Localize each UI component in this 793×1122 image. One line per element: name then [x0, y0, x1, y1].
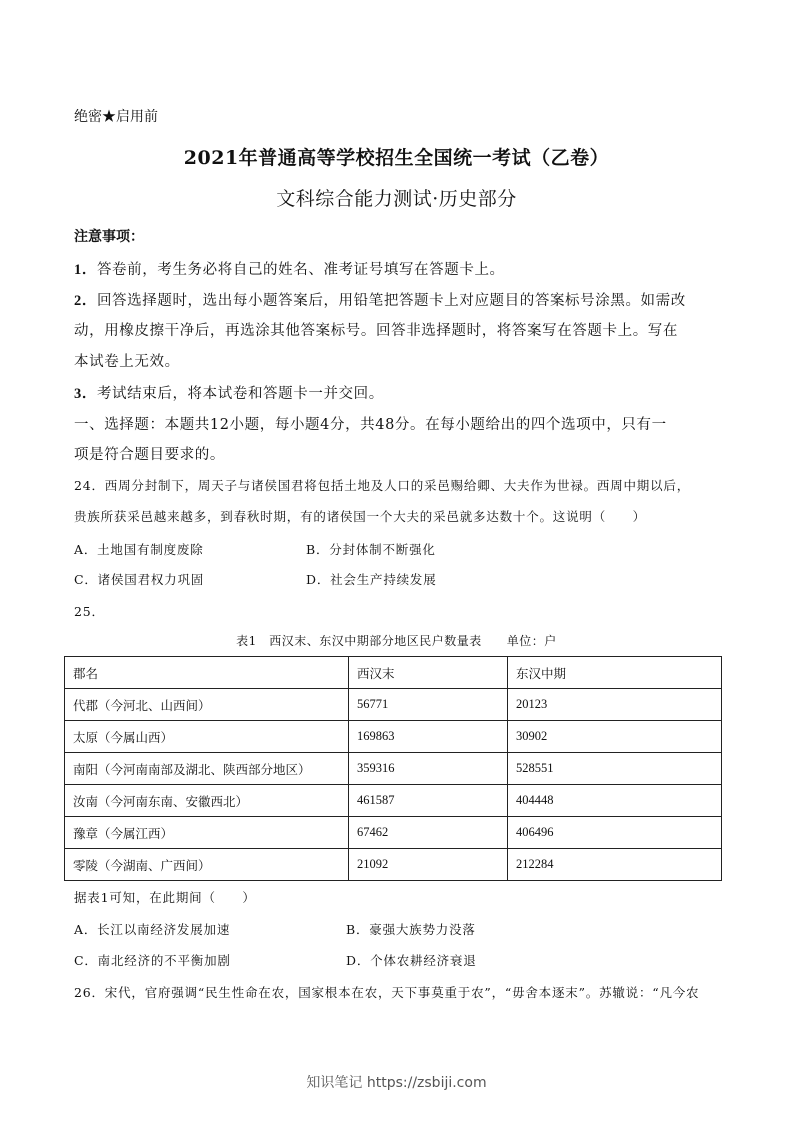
table-cell: 212284 [508, 849, 722, 881]
table-cell: 太原（今属山西） [65, 721, 349, 753]
q25-stem: 据表1可知，在此期间（ ） [74, 890, 256, 905]
q25-option-d: D．个体农耕经济衰退 [346, 953, 477, 968]
q24-option-c: C．诸侯国君权力巩固 [74, 572, 205, 587]
q24-stem-line-1: 24．西周分封制下，周天子与诸侯国君将包括土地及人口的采邑赐给卿、大夫作为世禄。西周中期以后， [74, 478, 691, 493]
header-cell: 郡名 [65, 657, 349, 689]
notice-item-2-line-3: 本试卷上无效。 [74, 354, 180, 370]
table-cell: 南阳（今河南南部及湖北、陕西部分地区） [65, 753, 349, 785]
table-row [65, 785, 722, 817]
table-cell: 豫章（今属江西） [65, 817, 349, 849]
q25-option-b: B．豪强大族势力没落 [346, 922, 476, 937]
table-cell: 汝南（今河南东南、安徽西北） [65, 785, 349, 817]
table-row [65, 817, 722, 849]
household-table [64, 656, 722, 881]
table-cell: 169863 [349, 721, 508, 753]
q25-number: 25． [74, 604, 105, 619]
table-cell: 406496 [508, 817, 722, 849]
table-cell: 零陵（今湖南、广西间） [65, 849, 349, 881]
q26-stem-line-1: 26．宋代，官府强调“民生性命在农，国家根本在农，天下事莫重于农”，“毋舍本逐末”。苏辙说：“凡今农 [74, 985, 700, 1000]
section-instruction-line-1: 一、选择题：本题共12小题，每小题4分，共48分。在每小题给出的四个选项中，只有一 [74, 417, 667, 433]
notice-item-1: 1．答卷前，考生务必将自己的姓名、准考证号填写在答题卡上。 [74, 262, 505, 278]
header-cell: 西汉末 [349, 657, 508, 689]
table-cell: 20123 [508, 689, 722, 721]
footer-watermark: 知识笔记 https://zsbiji.com [306, 1075, 487, 1091]
secret-mark: 绝密★启用前 [74, 109, 158, 125]
q24-option-a: A．土地国有制度废除 [74, 542, 204, 557]
notice-item-2-line-2: 动，用橡皮擦干净后，再选涂其他答案标号。回答非选择题时，将答案写在答题卡上。写在 [74, 323, 678, 339]
q24-stem-line-2: 贵族所获采邑越来越多，到春秋时期，有的诸侯国一个大夫的采邑就多达数十个。这说明（ ） [74, 509, 646, 524]
exam-title: 2021年普通高等学校招生全国统一考试（乙卷） [183, 147, 610, 169]
table-cell: 359316 [349, 753, 508, 785]
notice-heading: 注意事项： [74, 229, 144, 245]
table-header-row [65, 657, 722, 689]
notice-item-3: 3．考试结束后，将本试卷和答题卡一并交回。 [74, 386, 384, 402]
q24-option-b: B．分封体制不断强化 [306, 542, 436, 557]
notice-item-2-line-1: 2．回答选择题时，选出每小题答案后，用铅笔把答题卡上对应题目的答案标号涂黑。如需改 [74, 293, 686, 309]
section-instruction-line-2: 项是符合题目要求的。 [74, 447, 225, 463]
table-cell: 528551 [508, 753, 722, 785]
table-cell: 30902 [508, 721, 722, 753]
table-row [65, 753, 722, 785]
table-cell: 56771 [349, 689, 508, 721]
q25-option-a: A．长江以南经济发展加速 [74, 922, 231, 937]
table-cell: 461587 [349, 785, 508, 817]
table-caption: 表1 西汉末、东汉中期部分地区民户数量表 单位：户 [236, 634, 557, 648]
header-cell: 东汉中期 [508, 657, 722, 689]
exam-subtitle: 文科综合能力测试·历史部分 [276, 188, 517, 210]
q24-option-d: D．社会生产持续发展 [306, 572, 437, 587]
table-cell: 代郡（今河北、山西间） [65, 689, 349, 721]
table-cell: 67462 [349, 817, 508, 849]
table-row [65, 689, 722, 721]
q25-option-c: C．南北经济的不平衡加剧 [74, 953, 231, 968]
table-row [65, 849, 722, 881]
table-cell: 21092 [349, 849, 508, 881]
table-cell: 404448 [508, 785, 722, 817]
table-row [65, 721, 722, 753]
